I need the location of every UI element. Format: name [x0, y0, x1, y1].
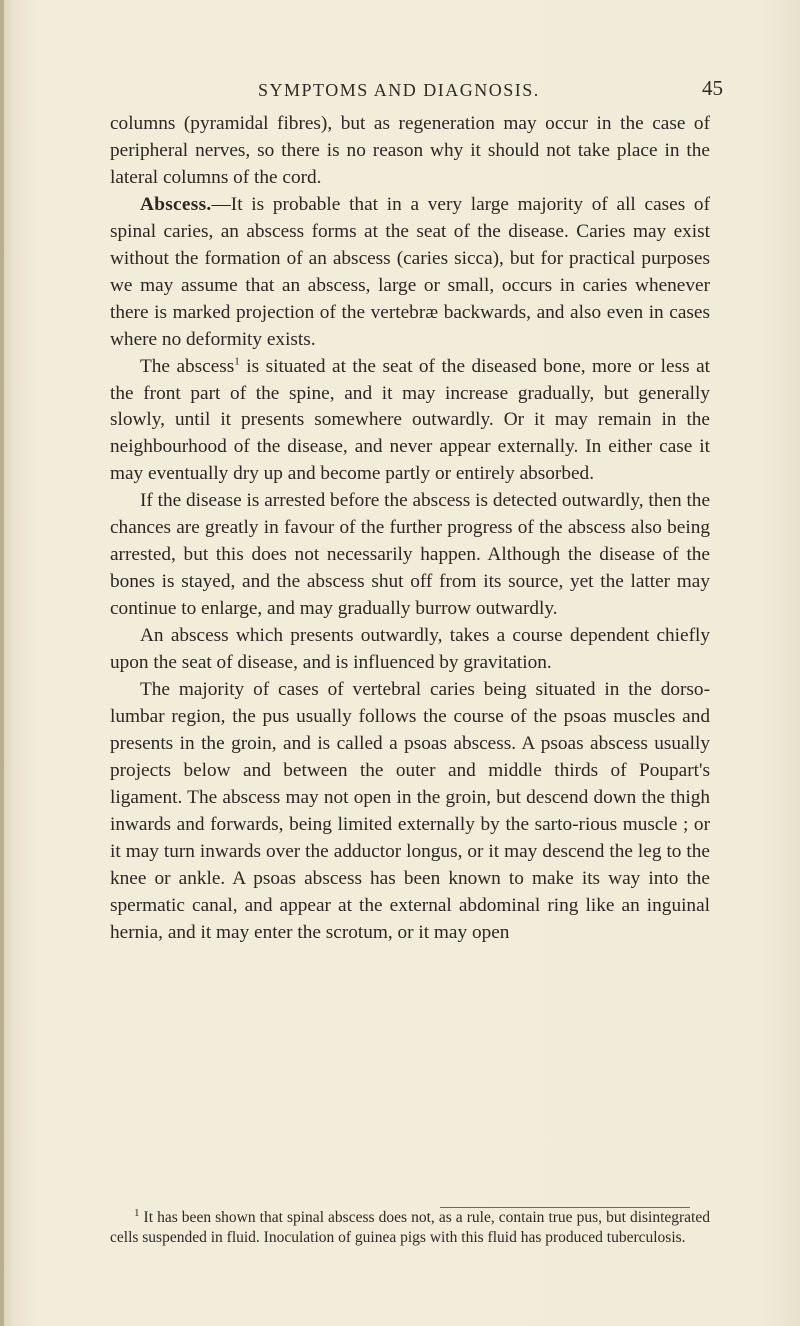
paragraph-3-start: The abscess	[140, 355, 235, 377]
paragraph-abscess-text: —It is probable that in a very large majority of all cases of spinal caries, an abscess forms at the seat of the disease. Caries may exist without the formation of an abscess (caries sicca), but for practical purposes we may assume that an abscess, large or small, occurs in caries whenever there is marked projection of the vertebræ backwards, and also even in cases where no deformity exists.	[110, 193, 710, 350]
running-head	[0, 66, 800, 106]
paragraph-3	[110, 354, 710, 489]
page-number: 45	[702, 76, 723, 100]
paragraph-abscess	[110, 192, 710, 354]
paragraph-5: An abscess which presents outwardly, takes a course dependent chiefly upon the seat of disease, and is influenced by gravitation.	[110, 625, 710, 674]
paragraph-3-text: is situated at the seat of the diseased bone, more or less at the front part of the spine, and it may increase gradually, but generally slowly, until it presents somewhere outwardly. Or it may remain in the neighbourhood of the disease, and never appear externally. In either case it may eventually dry up and become partly or entirely absorbed.	[110, 355, 710, 485]
footnote-text	[110, 1208, 710, 1248]
footnote	[110, 1208, 710, 1248]
running-head-title: SYMPTOMS AND DIAGNOSIS.	[258, 80, 540, 100]
footnote-body: It has been shown that spinal abscess does not, as a rule, contain true pus, but disintegrated cells suspended in fluid. Inoculation of guinea pigs with this fluid has produced tuberculosis.	[110, 1209, 710, 1246]
section-lead-abscess: Abscess.	[140, 193, 212, 215]
page-gutter-edge	[0, 0, 4, 1326]
footnote-reference: 1	[234, 355, 240, 368]
paragraph-4: If the disease is arrested before the abscess is detected outwardly, then the chances are greatly in favour of the further progress of the abscess also being arrested, but this does not necessarily happen. Although the disease of the bones is stayed, and the abscess shut off from its source, yet the latter may continue to enlarge, and may gradually burrow outwardly.	[110, 490, 711, 620]
paragraph-1: columns (pyramidal fibres), but as regeneration may occur in the case of peripheral nerves, so there is no reason why it should not take place in the lateral columns of the cord.	[110, 113, 710, 188]
footnote-marker: 1	[134, 1206, 140, 1219]
body-text	[110, 111, 710, 947]
paragraph-6: The majority of cases of vertebral caries being situated in the dorso-lumbar region, the pus usually follows the course of the psoas muscles and presents in the groin, and is called a psoas abscess. A psoas abscess usually projects below and between the outer and middle thirds of Poupart's ligament. The abscess may not open in the groin, but descend down the thigh inwards and forwards, being limited externally by the sarto-rious muscle ; or it may turn inwards over the adductor longus, or it may descend the leg to the knee or ankle. A psoas abscess has been known to make its way into the spermatic canal, and appear at the external abdominal ring like an inguinal hernia, and it may enter the scrotum, or it may open	[110, 679, 710, 943]
